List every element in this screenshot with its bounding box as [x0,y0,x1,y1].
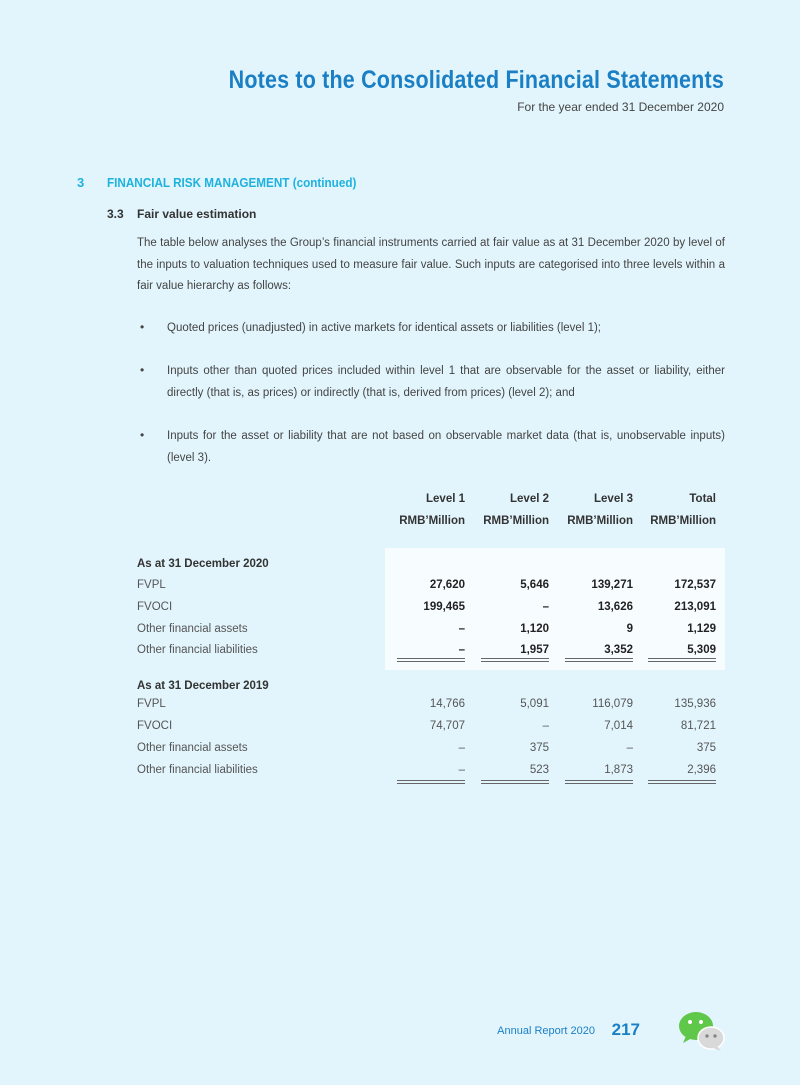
cell-level-1: – [458,742,465,754]
column-header-level-3: Level 3 [594,493,633,505]
total-rule [397,661,465,662]
intro-paragraph: The table below analyses the Group’s financial instruments carried at fair value as at 31 December 2020 by level of the inputs to valuation techniques used to measure fair value. Such inputs are categorised into three levels within a fair value hierarchy as follows: [137,237,725,292]
bullet-item-level-3: Inputs for the asset or liability that are not based on observable market data (that is, unobservable inputs) (level 3). [167,430,725,464]
cell-level-3: 116,079 [592,698,633,710]
cell-level-1: 74,707 [429,720,465,732]
cell-level-1: – [458,644,465,656]
cell-total: 81,721 [680,720,716,732]
column-unit-total: RMB’Million [650,515,716,527]
total-rule [648,661,716,662]
page-title: Notes to the Consolidated Financial Statements [228,66,724,94]
cell-total: 213,091 [674,601,716,613]
cell-level-3: 3,352 [604,644,633,656]
total-rule [397,783,465,784]
cell-total: 375 [696,742,716,754]
total-rule [397,658,465,659]
cell-level-3: 9 [626,623,633,635]
row-label: FVOCI [137,720,173,732]
column-unit-level-2: RMB’Million [483,515,549,527]
section-title-main: FINANCIAL RISK MANAGEMENT [107,175,290,190]
wechat-logo-icon [676,1010,726,1052]
total-rule [648,783,716,784]
cell-level-3: 13,626 [597,601,633,613]
total-rule [481,661,549,662]
page-subtitle: For the year ended 31 December 2020 [517,100,724,114]
cell-total: 2,396 [687,764,716,776]
cell-level-2: 1,957 [520,644,549,656]
section-number: 3 [77,175,85,190]
bullet-dot: • [140,363,145,377]
cell-level-2: 5,646 [520,579,549,591]
row-label: FVPL [137,698,166,710]
row-label: Other financial liabilities [137,764,258,776]
row-label: FVOCI [137,601,173,613]
page-number: 217 [611,1020,640,1039]
cell-level-3: 1,873 [604,764,633,776]
cell-level-3: 7,014 [604,720,633,732]
cell-level-2: – [542,720,549,732]
cell-total: 1,129 [687,623,716,635]
subsection-number: 3.3 [107,207,124,221]
cell-total: 5,309 [687,644,716,656]
footer-report-label: Annual Report 2020 [497,1025,595,1037]
column-header-level-2: Level 2 [510,493,549,505]
cell-level-1: 199,465 [423,601,465,613]
cell-level-1: – [458,764,465,776]
bullet-dot: • [140,428,145,442]
row-label: Other financial assets [137,623,248,635]
total-rule [481,780,549,781]
section-title [107,175,356,190]
group-label-2019: As at 31 December 2019 [137,680,269,692]
bullet-item-level-2: Inputs other than quoted prices included within level 1 that are observable for the asset or liability, either directly (that is, as prices) or indirectly (that is, derived from prices) (level 2); and [167,365,725,399]
total-rule [481,658,549,659]
cell-level-3: – [626,742,633,754]
column-unit-level-1: RMB’Million [399,515,465,527]
cell-level-2: – [542,601,549,613]
bullet-item-level-1: Quoted prices (unadjusted) in active markets for identical assets or liabilities (level 1); [167,322,601,334]
total-rule [648,780,716,781]
row-label: Other financial liabilities [137,644,258,656]
group-label-2020: As at 31 December 2020 [137,558,269,570]
column-header-total: Total [689,493,716,505]
total-rule [397,780,465,781]
total-rule [481,783,549,784]
cell-level-2: 375 [529,742,549,754]
column-unit-level-3: RMB’Million [567,515,633,527]
total-rule [565,780,633,781]
cell-total: 172,537 [674,579,716,591]
cell-level-1: 27,620 [429,579,465,591]
cell-level-2: 523 [529,764,549,776]
subsection-title: Fair value estimation [137,207,257,221]
total-rule [565,783,633,784]
total-rule [565,661,633,662]
cell-level-1: 14,766 [429,698,465,710]
cell-level-1: – [458,623,465,635]
total-rule [565,658,633,659]
column-header-level-1: Level 1 [426,493,465,505]
cell-total: 135,936 [674,698,716,710]
cell-level-3: 139,271 [591,579,633,591]
cell-level-2: 5,091 [520,698,549,710]
bullet-dot: • [140,320,145,334]
row-label: Other financial assets [137,742,248,754]
section-title-suffix: (continued) [292,175,357,190]
row-label: FVPL [137,579,166,591]
cell-level-2: 1,120 [520,623,549,635]
total-rule [648,658,716,659]
